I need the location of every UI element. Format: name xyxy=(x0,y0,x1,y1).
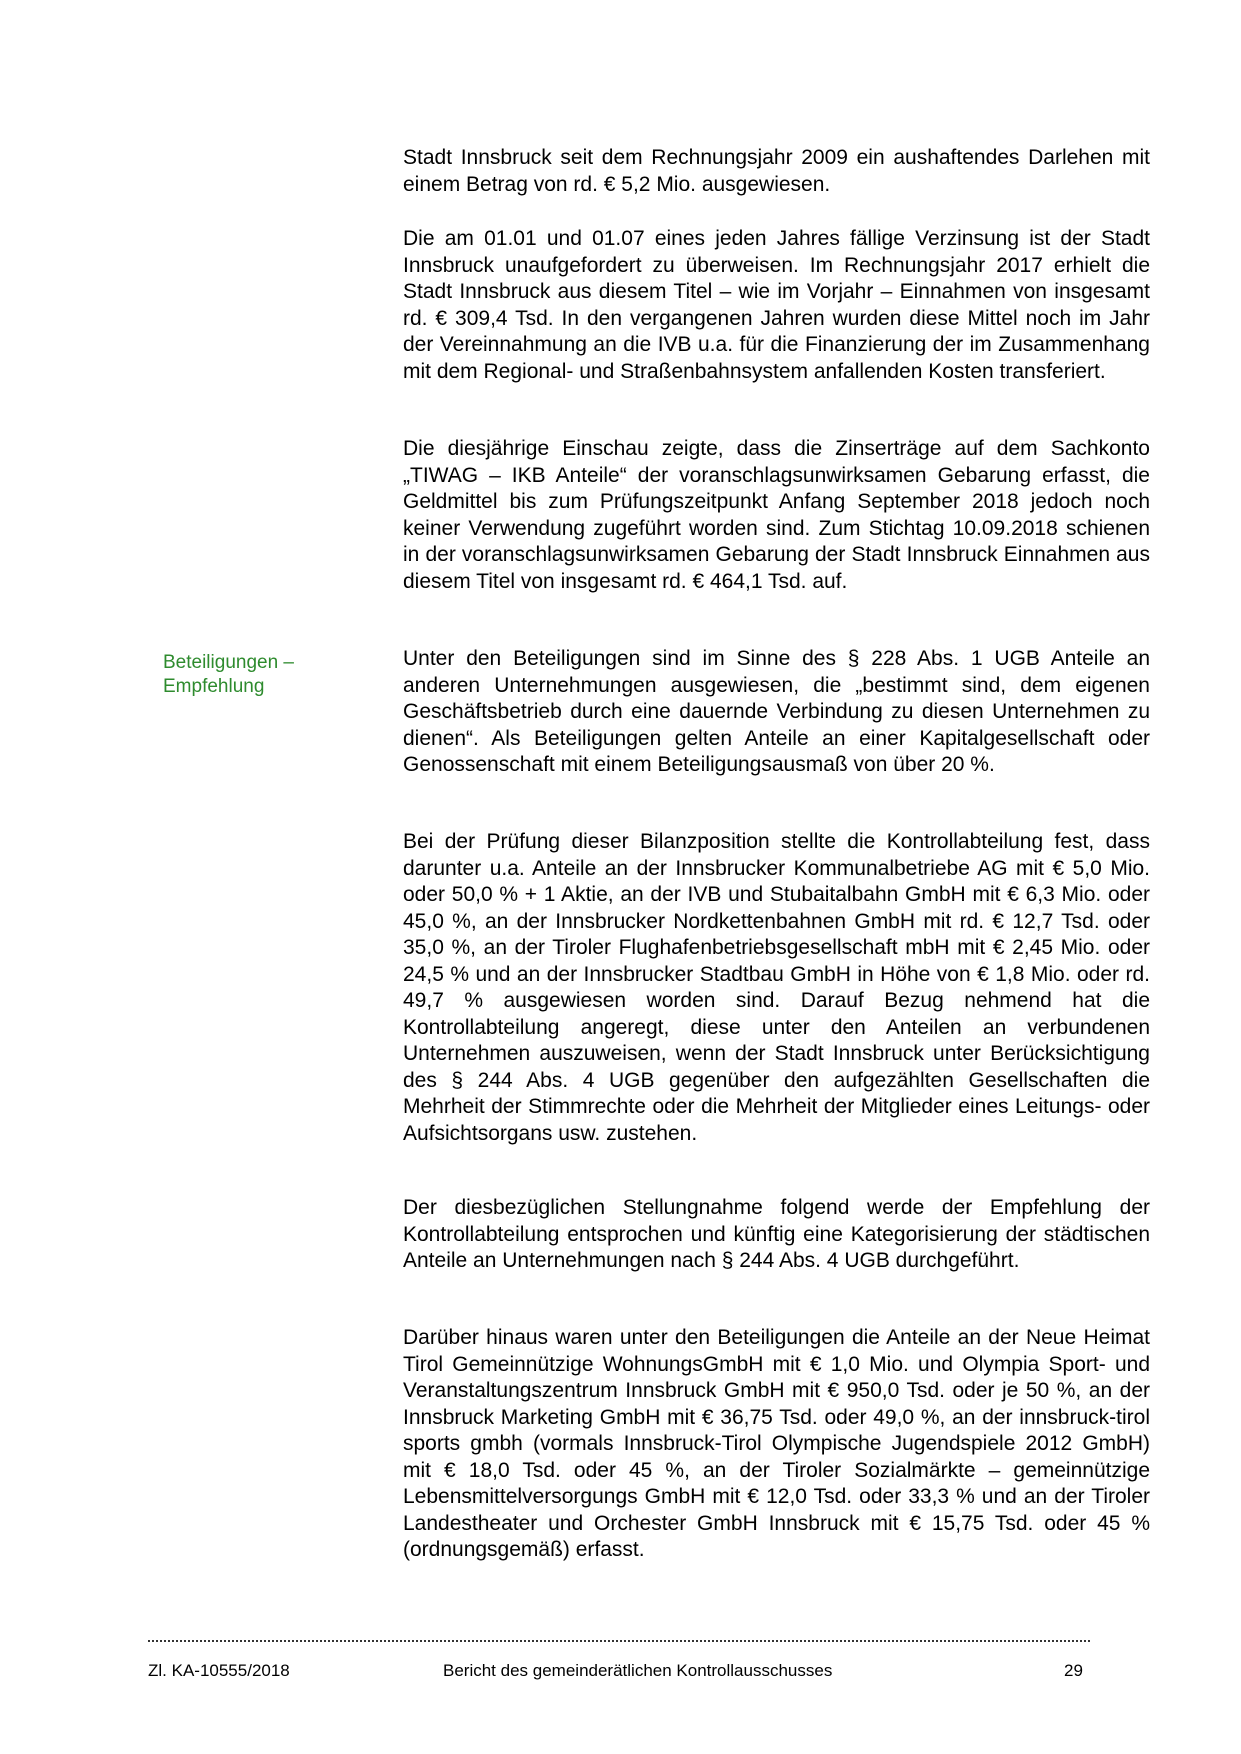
footer-report-title: Bericht des gemeinderätlichen Kontrollausschusses xyxy=(443,1661,833,1680)
footer-reference: Zl. KA-10555/2018 xyxy=(148,1661,290,1680)
margin-note-line-1: Beteiligungen – xyxy=(163,652,294,673)
paragraph-verzinsung: Die am 01.01 und 01.07 eines jeden Jahres fällige Verzinsung ist der Stadt Innsbruck unaufgefordert zu überweisen. Im Rechnungsjahr 2017 erhielt die Stadt Innsbruck aus diesem Titel – wie im Vorjahr – Einnahmen von insgesamt rd. € 309,4 Tsd. In den vergangenen Jahren wurden diese Mittel noch im Jahr der Vereinnahmung an die IVB u.a. für die Finanzierung der im Zusammenhang mit dem Regional- und Straßenbahnsystem anfallenden Kosten transferiert. xyxy=(403,227,1150,383)
margin-note-line-2: Empfehlung xyxy=(163,676,265,697)
paragraph-weitere-beteiligungen: Darüber hinaus waren unter den Beteiligungen die Anteile an der Neue Heimat Tirol Gemeinnützige WohnungsGmbH mit € 1,0 Mio. und Olympia Sport- und Veranstaltungszentrum Innsbruck GmbH mit € 950,0 Tsd. oder je 50 %, an der Innsbruck Marketing GmbH mit € 36,75 Tsd. oder 49,0 %, an der innsbruck-tirol sports gmbh (vormals Innsbruck-Tirol Olympische Jugendspiele 2012 GmbH) mit € 18,0 Tsd. oder 45 %, an der Tiroler Sozialmärkte – gemeinnützige Lebensmittelversorgungs GmbH mit € 12,0 Tsd. oder 33,3 % und an der Tiroler Landestheater und Orchester GmbH Innsbruck mit € 15,75 Tsd. oder 45 % (ordnungsgemäß) erfasst. xyxy=(403,1326,1150,1561)
footer-page-number: 29 xyxy=(1064,1661,1083,1680)
margin-note-beteiligungen xyxy=(163,651,363,699)
paragraph-einschau: Die diesjährige Einschau zeigte, dass die Zinserträge auf dem Sachkonto „TIWAG – IKB Anteile“ der voranschlagsunwirksamen Gebarung erfasst, die Geldmittel bis zum Prüfungszeitpunkt Anfang September 2018 jedoch noch keiner Verwendung zugeführt worden sind. Zum Stichtag 10.09.2018 schienen in der voranschlagsunwirksamen Gebarung der Stadt Innsbruck Einnahmen aus diesem Titel von insgesamt rd. € 464,1 Tsd. auf. xyxy=(403,437,1150,593)
paragraph-beteiligungen-definition: Unter den Beteiligungen sind im Sinne des § 228 Abs. 1 UGB Anteile an anderen Unternehmungen ausgewiesen, die „bestimmt sind, dem eigenen Geschäftsbetrieb durch eine dauernde Verbindung zu diesen Unternehmen zu dienen“. Als Beteiligungen gelten Anteile an einer Kapitalgesellschaft oder Genossenschaft mit einem Beteiligungsausmaß von über 20 %. xyxy=(403,647,1150,776)
footer-divider xyxy=(148,1640,1090,1642)
paragraph-stellungnahme: Der diesbezüglichen Stellungnahme folgend werde der Empfehlung der Kontrollabteilung entsprochen und künftig eine Kategorisierung der städtischen Anteile an Unternehmungen nach § 244 Abs. 4 UGB durchgeführt. xyxy=(403,1196,1150,1272)
paragraph-bilanzposition-pruefung: Bei der Prüfung dieser Bilanzposition stellte die Kontrollabteilung fest, dass darunter u.a. Anteile an der Innsbrucker Kommunalbetriebe AG mit € 5,0 Mio. oder 50,0 % + 1 Aktie, an der IVB und Stubaitalbahn GmbH mit € 6,3 Mio. oder 45,0 %, an der Innsbrucker Nordkettenbahnen GmbH mit rd. € 12,7 Tsd. oder 35,0 %, an der Tiroler Flughafenbetriebsgesellschaft mbH mit € 2,45 Mio. oder 24,5 % und an der Innsbrucker Stadtbau GmbH in Höhe von € 1,8 Mio. oder rd. 49,7 % ausgewiesen worden sind. Darauf Bezug nehmend hat die Kontrollabteilung angeregt, diese unter den Anteilen an verbundenen Unternehmen auszuweisen, wenn der Stadt Innsbruck unter Berücksichtigung des § 244 Abs. 4 UGB gegenüber den aufgezählten Gesellschaften die Mehrheit der Stimmrechte oder die Mehrheit der Mitglieder eines Leitungs- oder Aufsichtsorgans usw. zustehen. xyxy=(403,830,1150,1145)
paragraph-darlehen: Stadt Innsbruck seit dem Rechnungsjahr 2009 ein aushaftendes Darlehen mit einem Betrag von rd. € 5,2 Mio. ausgewiesen. xyxy=(403,146,1150,196)
